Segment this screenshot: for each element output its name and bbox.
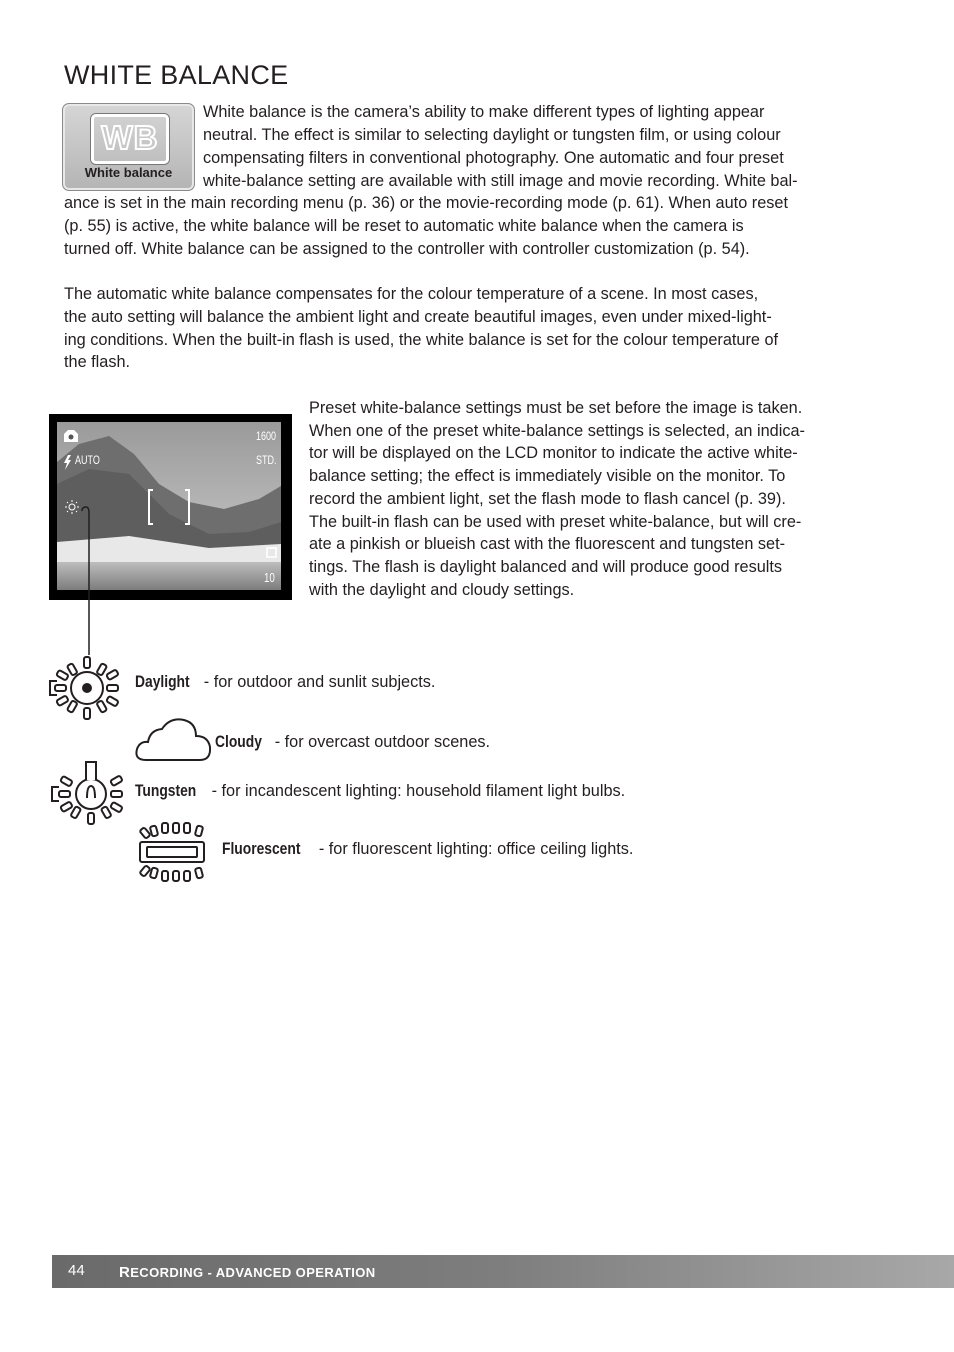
lcd-quality: STD. [256,453,277,467]
text-line: balance setting; the effect is immediately visible on the monitor. To [309,467,786,485]
text-line: with the daylight and cloudy settings. [309,581,575,599]
text-line: the flash. [64,353,131,371]
text-line: record the ambient light, set the flash mode to flash cancel (p. 39). [309,490,786,508]
lcd-flash-mode: AUTO [75,453,100,467]
text-line: tor will be displayed on the LCD monitor to indicate the active white- [309,444,798,462]
setting-fluorescent [222,840,633,859]
lcd-frame-count: 10 [264,570,275,585]
section-title [119,1264,376,1281]
white-balance-button-label: White balance [84,165,173,180]
section-title-rest: ECORDING - ADVANCED OPERATION [130,1265,376,1280]
setting-tungsten [135,782,625,801]
leader-line [80,505,100,660]
setting-desc: - for fluorescent lighting: office ceiling lights. [314,840,634,858]
white-balance-button [62,103,195,191]
wb-icon [91,114,169,164]
fluorescent-icon [134,820,214,886]
text-line: white-balance setting are available with still image and movie recording. White bal- [203,172,798,190]
setting-name: Cloudy [215,733,262,751]
setting-daylight [135,673,435,692]
setting-name: Tungsten [135,782,197,800]
text-line: the auto setting will balance the ambient light and create beautiful images, even under mixed-light- [64,308,772,326]
text-line: tings. The flash is daylight balanced and will produce good results [309,558,783,576]
text-line: Preset white-balance settings must be set before the image is taken. [309,399,803,417]
setting-desc: - for incandescent lighting: household filament light bulbs. [207,782,626,800]
setting-name: Daylight [135,673,190,691]
text-line: The automatic white balance compensates for the colour temperature of a scene. In most cases, [64,285,759,303]
cloudy-icon [134,714,214,764]
setting-desc: - for outdoor and sunlit subjects. [199,673,436,691]
page-number: 44 [68,1262,85,1279]
text-line: When one of the preset white-balance settings is selected, an indica- [309,422,805,440]
text-line: turned off. White balance can be assigned to the controller with controller customization (p. 54). [64,240,750,258]
text-line: ance is set in the main recording menu (p. 36) or the movie-recording mode (p. 61). When auto reset [64,194,788,212]
text-line: White balance is the camera’s ability to make different types of lighting appear [203,103,765,121]
text-line: ing conditions. When the built-in flash is used, the white balance is set for the colour temperature of [64,331,779,349]
lcd-iso: 1600 [256,429,277,443]
text-line: neutral. The effect is similar to selecting daylight or tungsten film, or using colour [203,126,781,144]
text-line: (p. 55) is active, the white balance will be reset to automatic white balance when the camera is [64,217,744,235]
page-title: WHITE BALANCE [64,60,289,90]
text-line: ate a pinkish or blueish cast with the fluorescent and tungsten set- [309,535,786,553]
footer-bar [52,1255,954,1288]
section-title-initial: R [119,1264,131,1281]
setting-name: Fluorescent [222,840,301,858]
setting-cloudy [215,733,490,752]
text-line: The built-in flash can be used with preset white-balance, but will cre- [309,513,802,531]
daylight-icon [47,652,121,724]
text-line: compensating filters in conventional photography. One automatic and four preset [203,149,784,167]
wb-icon-text: WB [101,119,159,156]
tungsten-icon [47,756,127,830]
setting-desc: - for overcast outdoor scenes. [270,733,491,751]
